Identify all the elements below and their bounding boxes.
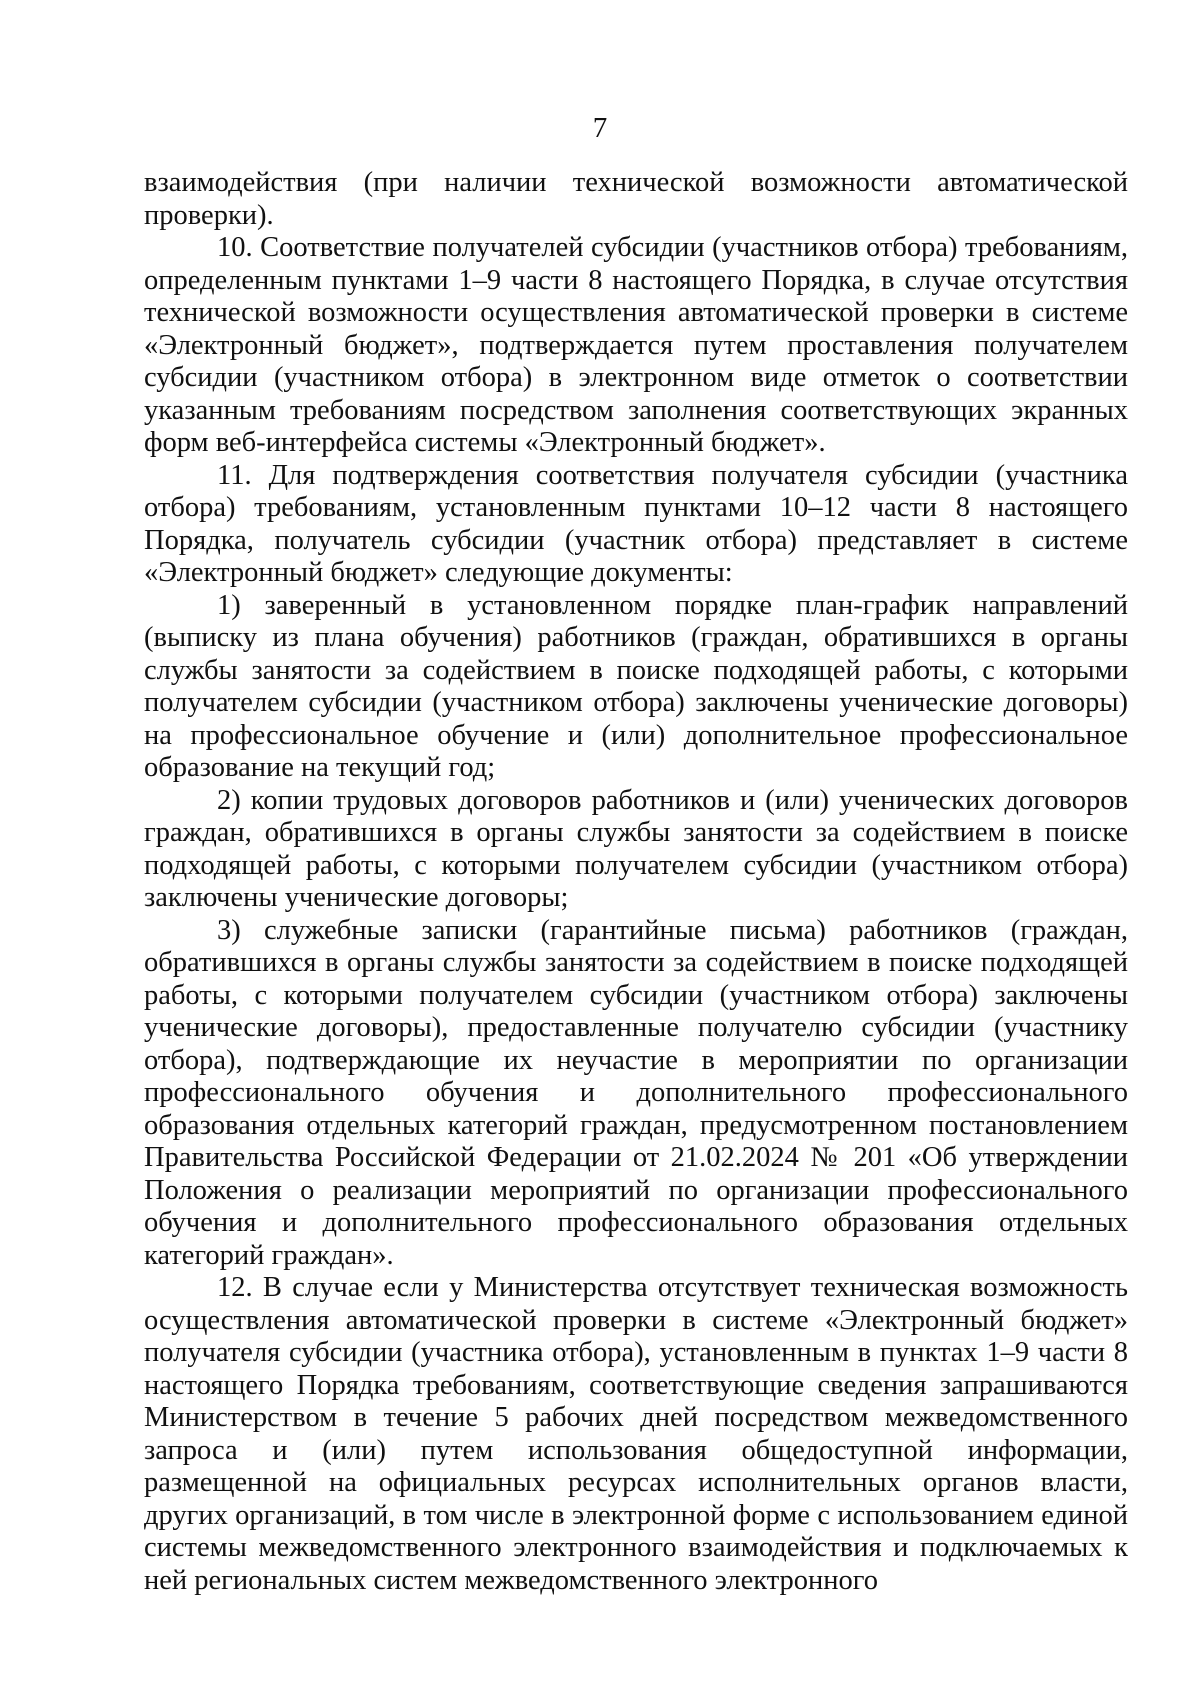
paragraph-item-10: 10. Соответствие получателей субсидии (участников отбора) требованиям, определенным пунктами 1–9 части 8 настоящего Порядка, в случае отсутствия технической возможности осуществления автоматической проверки в системе «Электронный бюджет», подтверждается путем проставления получателем субсидии (участником отбора) в электронном виде отметок о соответствии указанным требованиям посредством заполнения соответствующих экранных форм веб-интерфейса системы «Электронный бюджет». (144, 232, 1128, 458)
page-number: 7 (592, 112, 608, 144)
paragraph-item-11: 11. Для подтверждения соответствия получателя субсидии (участника отбора) требованиям, установленным пунктами 10–12 части 8 настоящего Порядка, получатель субсидии (участник отбора) представляет в системе «Электронный бюджет» следующие документы: (144, 459, 1128, 588)
paragraph-subitem-1: 1) заверенный в установленном порядке план-график направлений (выписку из плана обучения) работников (граждан, обратившихся в органы службы занятости за содействием в поиске подходящей работы, с которыми получателем субсидии (участником отбора) заключены ученические договоры) на профессиональное обучение и (или) дополнительное профессиональное образование на текущий год; (144, 589, 1128, 783)
paragraph-subitem-2: 2) копии трудовых договоров работников и (или) ученических договоров граждан, обратившихся в органы службы занятости за содействием в поиске подходящей работы, с которыми получателем субсидии (участником отбора) заключены ученические договоры; (144, 784, 1128, 913)
paragraph-continuation: взаимодействия (при наличии технической возможности автоматической проверки). (144, 167, 1128, 231)
paragraph-item-12: 12. В случае если у Министерства отсутствует техническая возможность осуществления автоматической проверки в системе «Электронный бюджет» получателя субсидии (участника отбора), установленным в пунктах 1–9 части 8 настоящего Порядка требованиям, соответствующие сведения запрашиваются Министерством в течение 5 рабочих дней посредством межведомственного запроса и (или) путем использования общедоступной информации, размещенной на официальных ресурсах исполнительных органов власти, других организаций, в том числе в электронной форме с использованием единой системы межведомственного электронного взаимодействия и подключаемых к ней региональных систем межведомственного электронного (144, 1272, 1128, 1596)
paragraph-subitem-3: 3) служебные записки (гарантийные письма) работников (граждан, обратившихся в органы службы занятости за содействием в поиске подходящей работы, с которыми получателем субсидии (участником отбора) заключены ученические договоры), предоставленные получателю субсидии (участнику отбора), подтверждающие их неучастие в мероприятии по организации профессионального обучения и дополнительного профессионального образования отдельных категорий граждан, предусмотренном постановлением Правительства Российской Федерации от 21.02.2024 № 201 «Об утверждении Положения о реализации мероприятий по организации профессионального обучения и дополнительного профессионального образования отдельных категорий граждан». (144, 914, 1128, 1271)
document-body (144, 167, 1128, 1597)
